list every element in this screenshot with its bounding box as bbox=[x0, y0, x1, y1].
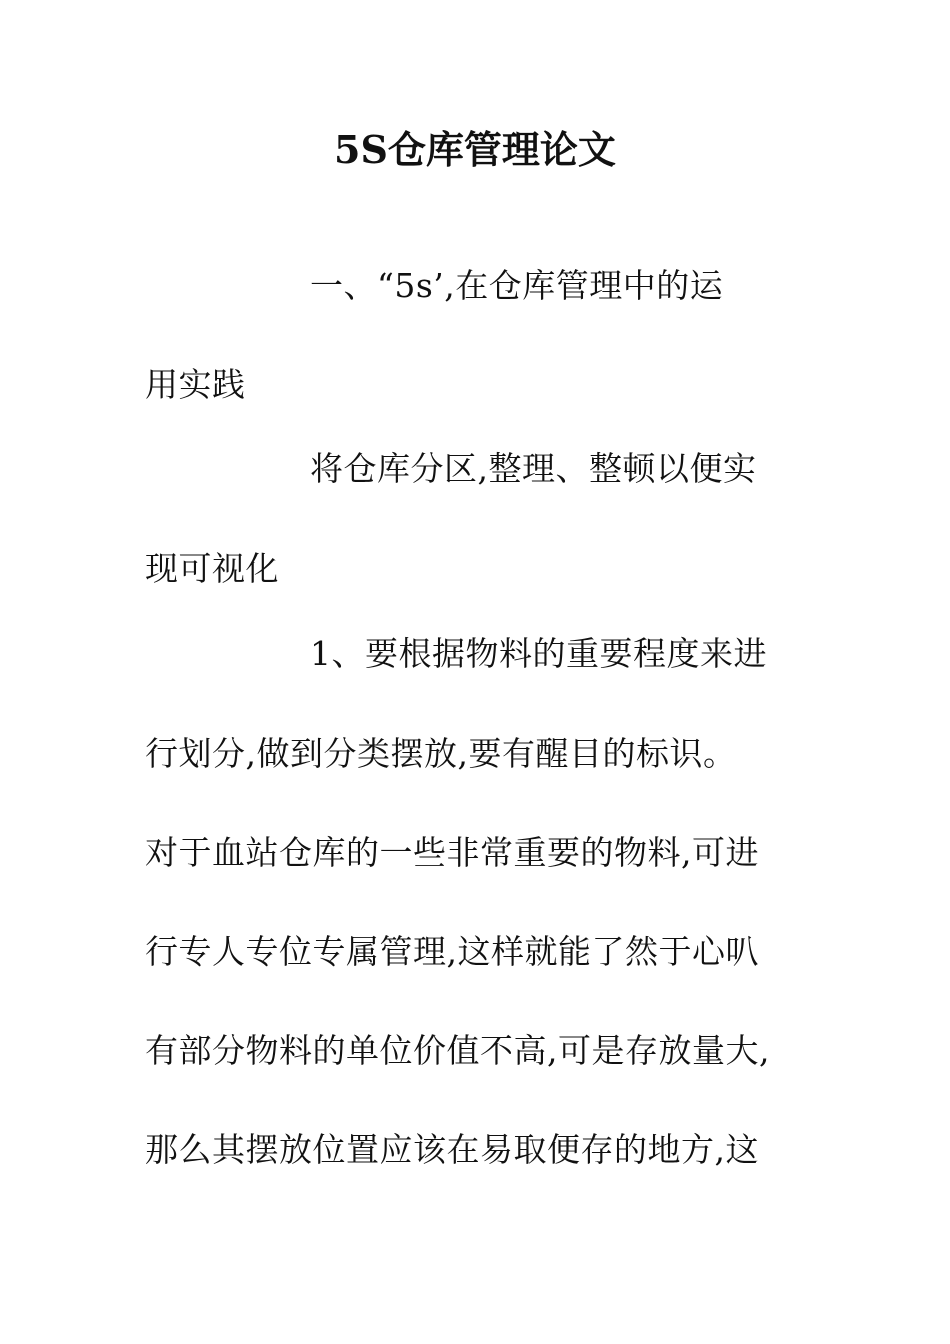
document-title: 5S仓库管理论文 bbox=[334, 127, 616, 172]
paragraph-line: 行划分,做到分类摆放,要有醒目的标识。 bbox=[145, 734, 737, 773]
paragraph-line: 有部分物料的单位价值不高,可是存放量大, bbox=[145, 1031, 770, 1070]
paragraph-line: 对于血站仓库的一些非常重要的物料,可进 bbox=[145, 833, 759, 872]
heading-line-continued: 用实践 bbox=[145, 365, 246, 404]
subheading-line: 将仓库分区,整理、整顿以便实 bbox=[310, 449, 757, 488]
subheading-line-continued: 现可视化 bbox=[145, 549, 279, 588]
paragraph-line: 1、要根据物料的重要程度来进 bbox=[310, 634, 767, 673]
heading-line: 一、“5s’,在仓库管理中的运 bbox=[310, 266, 724, 305]
paragraph-line: 那么其摆放位置应该在易取便存的地方,这 bbox=[145, 1130, 759, 1169]
paragraph-line: 行专人专位专属管理,这样就能了然于心叭 bbox=[145, 932, 759, 971]
